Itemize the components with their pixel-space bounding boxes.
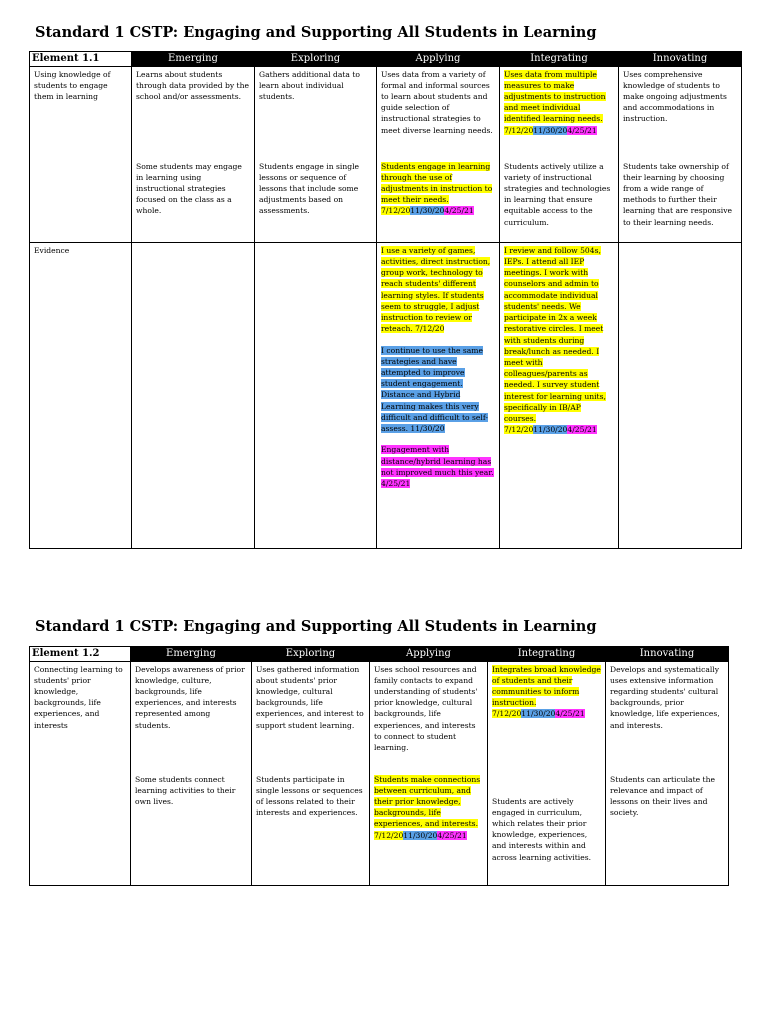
column-header-integrating: Integrating: [500, 52, 619, 67]
innovating-cell: Uses comprehensive knowledge of students to make ongoing adjustments and accommodations in instruction. Students take ownership of their learning by choosing from a wide range of methods to further their learning that are responsive to their learning needs.: [619, 66, 742, 242]
rubric-table-element-1-2: [29, 646, 729, 886]
column-header-integrating: Integrating: [488, 647, 606, 662]
rubric-table-element-1-1: [29, 51, 742, 549]
emerging-cell: Develops awareness of prior knowledge, culture, backgrounds, life experiences, and interests represented among students. Some students connect learning activities to their own lives.: [131, 661, 252, 885]
applying-cell: Uses school resources and family contacts to expand understanding of students' prior knowledge, cultural backgrounds, life experiences, and interests to connect to student learning. Students make connections between curriculum, and their prior knowledge, backgrounds, life experiences, and interests. 7/12/2011/30/204/25/21: [370, 661, 488, 885]
exploring-cell: Gathers additional data to learn about individual students. Students engage in single lessons or sequence of lessons that include some adjustments based on assessments.: [255, 66, 377, 242]
evidence-innovating-cell: [619, 242, 742, 548]
column-header-exploring: Exploring: [255, 52, 377, 67]
column-header-applying: Applying: [370, 647, 488, 662]
applying-cell: Uses data from a variety of formal and informal sources to learn about students and guide selection of instructional strategies to meet diverse learning needs. Students engage in learning through the use of adjustments in instruction to meet their needs. 7/12/2011/30/204/25/21: [377, 66, 500, 242]
section2-title: Standard 1 CSTP: Engaging and Supporting All Students in Learning: [35, 618, 597, 635]
integrating-cell: Uses data from multiple measures to make adjustments to instruction and meet individual identified learning needs. 7/12/2011/30/204/25/21 Students actively utilize a variety of instructional strategies and technologies in learning that ensure equitable access to the curriculum.: [500, 66, 619, 242]
column-header-emerging: Emerging: [132, 52, 255, 67]
column-header-innovating: Innovating: [619, 52, 742, 67]
evidence-emerging-cell: [132, 242, 255, 548]
integrating-cell: Integrates broad knowledge of students and their communities to inform instruction. 7/12/2011/30/204/25/21 Students are actively engaged in curriculum, which relates their prior knowledge, experiences, and interests within and across learning activities.: [488, 661, 606, 885]
element-label: Element 1.1: [30, 52, 132, 67]
evidence-integrating-cell: I review and follow 504s, IEPs. I attend all IEP meetings. I work with counselors and admin to accommodate individual students' needs. We participate in 2x a week restorative circles. I meet with students during break/lunch as needed. I meet with colleagues/parents as needed. I survey student interest for learning units, specifically in IB/AP courses. 7/12/2011/30/204/25/21: [500, 242, 619, 548]
evidence-exploring-cell: [255, 242, 377, 548]
emerging-cell: Learns about students through data provided by the school and/or assessments. Some students may engage in learning using instructional strategies focused on the class as a whole.: [132, 66, 255, 242]
evidence-label: Evidence: [30, 242, 132, 548]
innovating-cell: Develops and systematically uses extensive information regarding students' cultural backgrounds, prior knowledge, life experiences, and interests. Students can articulate the relevance and impact of lessons on their lives and society.: [606, 661, 729, 885]
section1-title: Standard 1 CSTP: Engaging and Supporting All Students in Learning: [35, 24, 597, 41]
column-header-innovating: Innovating: [606, 647, 729, 662]
column-header-emerging: Emerging: [131, 647, 252, 662]
evidence-applying-cell: I use a variety of games, activities, direct instruction, group work, technology to reach students' different learning styles. If students seem to struggle, I adjust instruction to review or reteach. 7/12/20 I continue to use the same strategies and have attempted to improve student engagement. Distance and Hybrid Learning makes this very difficult and difficult to self-assess. 11/30/20 Engagement with distance/hybrid learning has not improved much this year. 4/25/21: [377, 242, 500, 548]
element-label: Element 1.2: [30, 647, 131, 662]
column-header-exploring: Exploring: [252, 647, 370, 662]
column-header-applying: Applying: [377, 52, 500, 67]
row-label: Using knowledge of students to engage them in learning: [30, 66, 132, 242]
exploring-cell: Uses gathered information about students' prior knowledge, cultural backgrounds, life experiences, and interest to support student learning. Students participate in single lessons or sequences of lessons related to their interests and experiences.: [252, 661, 370, 885]
row-label: Connecting learning to students' prior knowledge, backgrounds, life experiences, and interests: [30, 661, 131, 885]
